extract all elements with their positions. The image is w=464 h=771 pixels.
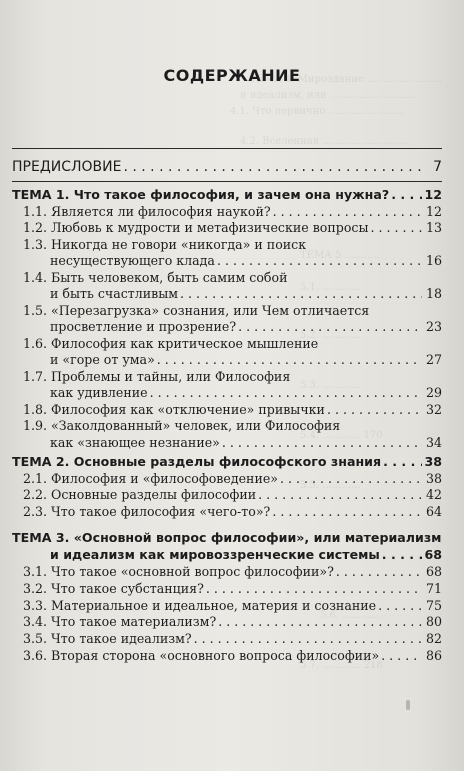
toc-entry[interactable] [12, 471, 442, 486]
leader-dots [238, 319, 422, 334]
toc-entry-continuation: просветление и прозрение? [50, 319, 237, 334]
toc-entry[interactable] [12, 504, 442, 519]
leader-dots [327, 402, 422, 417]
leader-dots [218, 614, 422, 629]
toc-topic-heading-cont[interactable] [12, 547, 442, 562]
toc-entry[interactable] [12, 286, 442, 301]
page-title: СОДЕРЖАНИЕ [163, 66, 301, 85]
toc-page-number: 82 [425, 631, 442, 646]
toc-page-number: 12 [424, 187, 442, 202]
toc-topic-heading[interactable] [12, 454, 442, 469]
toc-entry[interactable] [12, 564, 442, 579]
toc-entry[interactable] [12, 614, 442, 629]
toc-preface[interactable] [12, 160, 442, 175]
toc-entry[interactable] [12, 581, 442, 596]
toc-entry-title: 3.6. Вторая сторона «основного вопроса философии» [23, 648, 380, 663]
toc-entry[interactable] [12, 204, 442, 219]
toc-entry-continuation: и быть счастливым [50, 286, 179, 301]
toc-entry-title: 2.2. Основные разделы философии [23, 487, 257, 502]
leader-dots [258, 487, 422, 502]
toc-entry-title: ТЕМА 2. Основные разделы философского знания [12, 454, 382, 469]
toc-entry-title[interactable]: 1.3. Никогда не говори «никогда» и поиск [23, 237, 307, 252]
toc-entry[interactable] [12, 598, 442, 613]
divider [12, 148, 442, 149]
toc-entry-title: 1.2. Любовь к мудрости и метафизические вопросы [23, 220, 369, 235]
toc-entry-continuation: как «знающее незнание» [50, 435, 220, 450]
toc-entry-title: ПРЕДИСЛОВИЕ [12, 159, 122, 175]
toc-page-number: 27 [425, 352, 442, 367]
toc-entry-title: 3.1. Что такое «основной вопрос философии»? [23, 564, 334, 579]
toc-entry[interactable] [12, 220, 442, 235]
leader-dots [217, 253, 422, 268]
leader-dots [391, 187, 422, 202]
toc-entry-title[interactable]: 1.9. «Заколдованный» человек, или Философия [23, 418, 341, 433]
leader-dots [378, 598, 422, 613]
toc-entry[interactable] [12, 435, 442, 450]
toc-entry[interactable] [12, 487, 442, 502]
toc-page-number: 64 [425, 504, 442, 519]
toc-page-number: 68 [424, 547, 442, 562]
leader-dots [383, 454, 422, 469]
toc-entry-title[interactable]: 1.6. Философия как критическое мышление [23, 336, 319, 351]
toc-page-number: 71 [425, 581, 442, 596]
toc-entry-continuation: и идеализм как мировоззренческие системы [50, 547, 380, 562]
leader-dots [382, 547, 422, 562]
toc-entry-title: 3.5. Что такое идеализм? [23, 631, 192, 646]
toc-entry[interactable] [12, 385, 442, 400]
toc-page-number: 34 [425, 435, 442, 450]
toc-page-number: 68 [425, 564, 442, 579]
toc-entry-title: ТЕМА 3. «Основной вопрос философии», или материализм [12, 530, 442, 545]
toc-entry[interactable] [12, 352, 442, 367]
paper-mark [406, 700, 410, 710]
leader-dots [272, 504, 422, 519]
toc-page-number: 86 [425, 648, 442, 663]
toc-topic-heading[interactable] [12, 187, 442, 202]
toc-page-number: 38 [425, 471, 442, 486]
toc-entry[interactable] [12, 253, 442, 268]
leader-dots [123, 160, 422, 175]
leader-dots [381, 648, 422, 663]
toc-page-number: 42 [425, 487, 442, 502]
toc-page-number: 23 [425, 319, 442, 334]
toc-entry-continuation: как удивление [50, 385, 148, 400]
leader-dots [180, 286, 422, 301]
leader-dots [336, 564, 422, 579]
leader-dots [280, 471, 422, 486]
toc-entry[interactable] [12, 631, 442, 646]
toc-entry-title: 2.1. Философия и «философоведение» [23, 471, 279, 486]
leader-dots [157, 352, 422, 367]
toc-page-number: 16 [425, 253, 442, 268]
toc-entry[interactable] [12, 319, 442, 334]
toc-entry-continuation: и «горе от ума» [50, 352, 155, 367]
leader-dots [150, 385, 422, 400]
toc-page-number: 80 [425, 614, 442, 629]
toc-page-number: 29 [425, 385, 442, 400]
toc-page-number: 75 [425, 598, 442, 613]
toc-page-number: 13 [425, 220, 442, 235]
toc-page-number: 32 [425, 402, 442, 417]
toc-entry-title[interactable]: 1.7. Проблемы и тайны, или Философия [23, 369, 291, 384]
leader-dots [206, 581, 422, 596]
toc-entry[interactable] [12, 402, 442, 417]
toc-page-number: 12 [425, 204, 442, 219]
toc-entry-title: 3.4. Что такое материализм? [23, 614, 217, 629]
toc-entry-title: 1.1. Является ли философия наукой? [23, 204, 271, 219]
toc-entry-title[interactable]: 1.5. «Перезагрузка» сознания, или Чем отличается [23, 303, 370, 318]
leader-dots [194, 631, 422, 646]
toc-topic-heading[interactable] [12, 530, 442, 545]
toc-entry-title: ТЕМА 1. Что такое философия, и зачем она нужна? [12, 187, 390, 202]
toc-entry-title[interactable]: 1.4. Быть человеком, быть самим собой [23, 270, 288, 285]
toc-page-number: 18 [425, 286, 442, 301]
leader-dots [273, 204, 422, 219]
toc-entry-title: 3.2. Что такое субстанция? [23, 581, 204, 596]
leader-dots [222, 435, 422, 450]
reverse-page-show-through: ТЕМА 4. Мироздание ........................ и идеализм, или ........................... 4.1. Что первично ........................ 4.2. Вселенная ........................... ТЕМА 5 ........... 5.1. ............ 5.2. ............ 5.3. ............ 5.4. ............ 170 5.5. ............ 5.6. ............ 5.7. ............ 218 [230, 74, 444, 671]
leader-dots [371, 220, 423, 235]
divider [12, 181, 442, 182]
toc-entry-continuation: несуществующего клада [50, 253, 215, 268]
toc-entry-title: 1.8. Философия как «отключение» привычки [23, 402, 325, 417]
toc-entry-title: 2.3. Что такое философия «чего-то»? [23, 504, 271, 519]
toc-page-number: 7 [433, 159, 442, 175]
toc-entry[interactable] [12, 648, 442, 663]
toc-entry-title: 3.3. Материальное и идеальное, материя и сознание [23, 598, 377, 613]
toc-page-number: 38 [424, 454, 442, 469]
